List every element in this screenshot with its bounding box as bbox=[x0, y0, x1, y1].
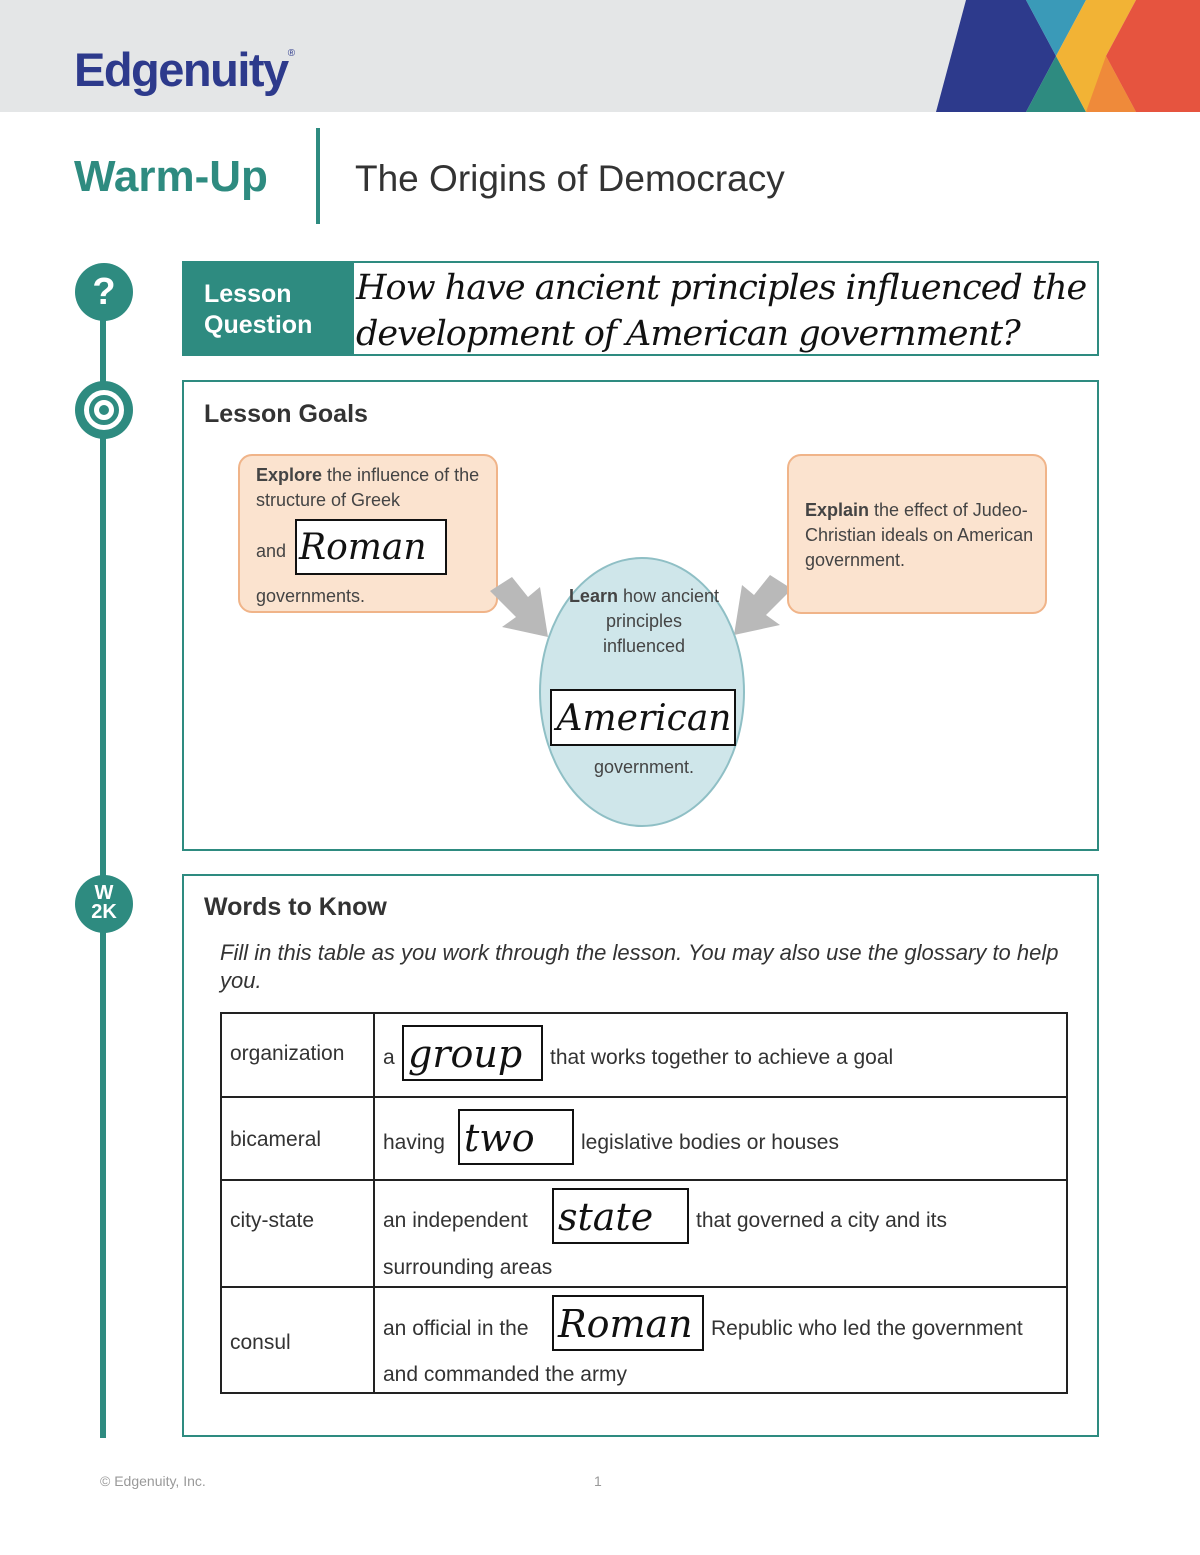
arrow-right-down-icon bbox=[490, 577, 550, 639]
lesson-question-box bbox=[182, 261, 1099, 356]
vocab-term: organization bbox=[222, 1014, 375, 1096]
vocab-definition: a group that works together to achieve a goal bbox=[375, 1014, 1066, 1096]
learn-answer-field[interactable]: American bbox=[550, 689, 736, 746]
question-icon: ? bbox=[75, 263, 133, 321]
timeline-line bbox=[100, 290, 106, 1438]
goal-explore-card: Explore the influence of the structure of Greek and Roman governments. bbox=[238, 454, 498, 613]
section-label: Warm-Up bbox=[74, 152, 268, 201]
w2k-icon: W 2K bbox=[75, 875, 133, 933]
vocab-table bbox=[220, 1012, 1068, 1394]
table-row bbox=[222, 1014, 1066, 1096]
vocab-term: bicameral bbox=[222, 1098, 375, 1179]
words-to-know-instructions: Fill in this table as you work through the lesson. You may also use the glossary to help you. bbox=[220, 940, 1059, 993]
title-divider bbox=[316, 128, 320, 224]
lesson-goals-title: Lesson Goals bbox=[204, 400, 368, 428]
vocab-definition: having two legislative bodies or houses bbox=[375, 1098, 1066, 1179]
goal-explain-card: Explain the effect of Judeo-Christian ideals on American government. bbox=[787, 454, 1047, 614]
vocab-answer-field[interactable]: group bbox=[402, 1025, 543, 1081]
goal-learn-oval: Learn how ancient principles influenced American government. bbox=[539, 557, 745, 827]
arrow-left-down-icon bbox=[732, 575, 792, 637]
table-row bbox=[222, 1179, 1066, 1286]
page-number: 1 bbox=[594, 1473, 602, 1489]
explore-answer-field[interactable]: Roman bbox=[295, 519, 447, 575]
words-to-know-box bbox=[182, 874, 1099, 1437]
page-title: The Origins of Democracy bbox=[355, 158, 785, 199]
vocab-answer-field[interactable]: Roman bbox=[552, 1295, 704, 1351]
header-art bbox=[936, 0, 1200, 112]
vocab-term: consul bbox=[222, 1288, 375, 1392]
vocab-answer-field[interactable]: state bbox=[552, 1188, 689, 1244]
lesson-goals-box bbox=[182, 380, 1099, 851]
vocab-definition: an independent state that governed a city and its surrounding areas bbox=[375, 1181, 1066, 1286]
table-row bbox=[222, 1286, 1066, 1392]
vocab-answer-field[interactable]: two bbox=[458, 1109, 574, 1165]
words-to-know-title: Words to Know bbox=[204, 893, 387, 921]
vocab-term: city-state bbox=[222, 1181, 375, 1286]
table-row bbox=[222, 1096, 1066, 1179]
edgenuity-logo: Edgenuity® bbox=[74, 43, 296, 96]
vocab-definition: an official in the Roman Republic who led the government and commanded the army bbox=[375, 1288, 1066, 1392]
footer-copyright: © Edgenuity, Inc. bbox=[100, 1473, 206, 1489]
target-icon bbox=[75, 381, 133, 439]
lesson-question-answer[interactable]: How have ancient principles influenced the development of American government? bbox=[356, 268, 1087, 354]
lesson-question-label: Lesson Question bbox=[184, 263, 354, 354]
